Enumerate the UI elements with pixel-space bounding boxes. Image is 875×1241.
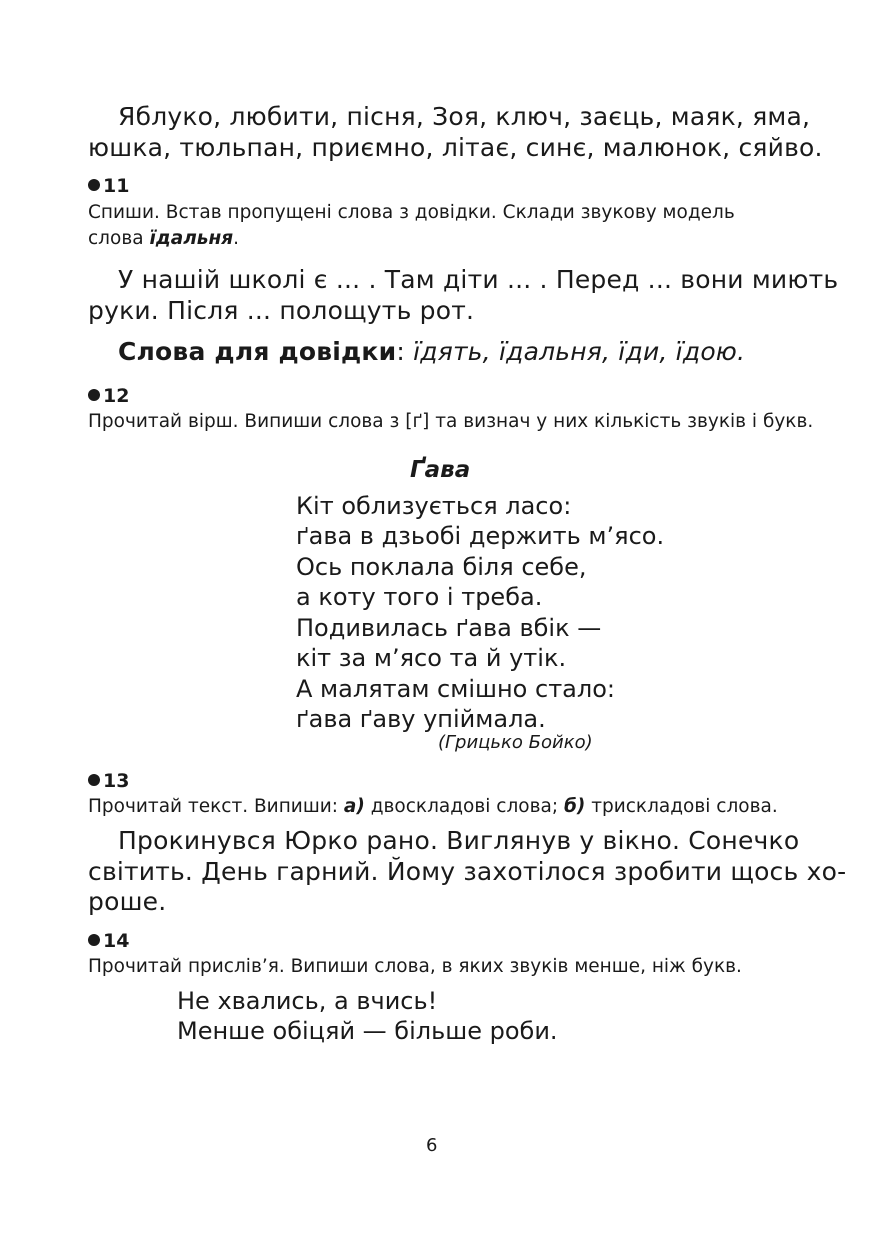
poem-line: кіт за м’ясо та й утік. <box>296 644 567 672</box>
highlight-word: їдальня <box>149 228 234 249</box>
task-11-number: 11 <box>88 175 129 197</box>
poem-line: Подивилась ґава вбік — <box>296 614 602 642</box>
task-13-text-line-2: світить. День гарний. Йому захотілося зробити щось хо- <box>88 857 847 886</box>
poem-title: Ґава <box>410 457 471 483</box>
task-13-number: 13 <box>88 770 129 792</box>
task-13-text-line-1: Прокинувся Юрко рано. Виглянув у вікно. Сонечко <box>118 826 800 855</box>
task-12-number: 12 <box>88 385 129 407</box>
poem-line: А малятам смішно стало: <box>296 675 615 703</box>
task-14-number: 14 <box>88 930 129 952</box>
poem-line: ґава в дзьобі держить м’ясо. <box>296 522 665 550</box>
page-number: 6 <box>426 1135 438 1156</box>
hint-words: їдять, їдальня, їди, їдою. <box>413 337 746 366</box>
poem-line: а коту того і треба. <box>296 583 543 611</box>
bullet-icon <box>88 774 100 786</box>
proverb-line-1: Не хвались, а вчись! <box>177 987 438 1015</box>
task-13-text-line-3: роше. <box>88 887 167 916</box>
task-11-instruction-line-2: слова їдальня. <box>88 228 240 249</box>
proverb-line-2: Менше обіцяй — більше роби. <box>177 1017 558 1045</box>
bullet-icon <box>88 934 100 946</box>
task-11-text-line-2: руки. Після ... полощуть рот. <box>88 296 475 325</box>
task-11-instruction-line-1: Спиши. Встав пропущені слова з довідки. Склади звукову модель <box>88 202 735 223</box>
task-14-instruction: Прочитай прислів’я. Випиши слова, в яких звуків менше, ніж букв. <box>88 956 742 977</box>
poem-line: Ось поклала біля себе, <box>296 553 587 581</box>
task-11-text-line-1: У нашій школі є ... . Там діти ... . Перед ... вони миють <box>118 265 839 294</box>
poem-line: ґава ґаву упіймала. <box>296 705 546 733</box>
poem-line: Кіт облизується ласо: <box>296 492 572 520</box>
task-11-hint: Слова для довідки: їдять, їдальня, їди, їдою. <box>118 337 746 366</box>
intro-line-1: Яблуко, любити, пісня, Зоя, ключ, заєць, маяк, яма, <box>118 102 811 131</box>
bullet-icon <box>88 179 100 191</box>
poem-author: (Грицько Бойко) <box>438 732 593 753</box>
intro-line-2: юшка, тюльпан, приємно, літає, синє, малюнок, сяйво. <box>88 133 823 162</box>
hint-label: Слова для довідки <box>118 337 397 366</box>
bullet-icon <box>88 389 100 401</box>
task-13-instruction: Прочитай текст. Випиши: а) двоскладові слова; б) трискладові слова. <box>88 796 778 817</box>
task-12-instruction: Прочитай вірш. Випиши слова з [ґ] та визнач у них кількість звуків і букв. <box>88 411 814 432</box>
